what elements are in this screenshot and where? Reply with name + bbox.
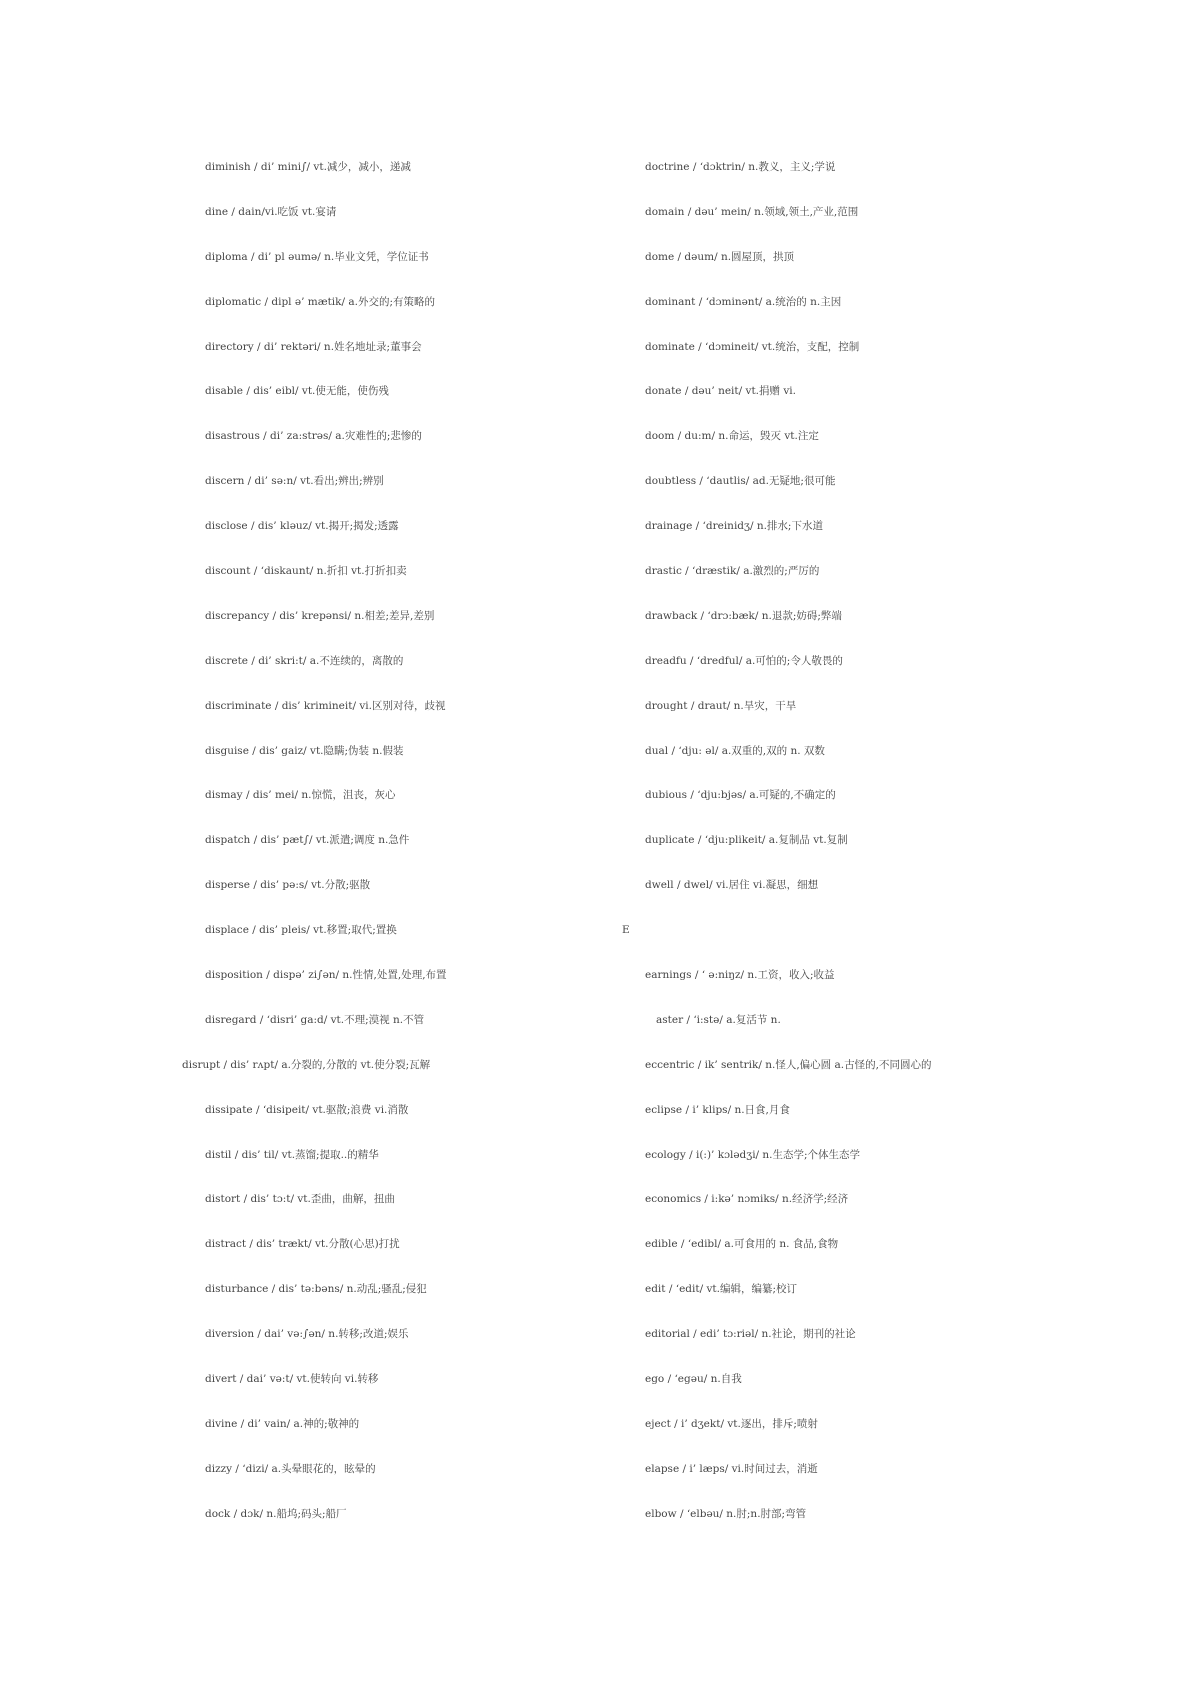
vocab-entry: dissipate / ‘disipeit/ vt.驱散;浪费 vi.消散	[205, 1103, 409, 1116]
vocab-entry: disable / dis’ eibl/ vt.使无能，使伤残	[205, 385, 389, 398]
vocab-entry: economics / i:kə’ nɔmiks/ n.经济学;经济	[645, 1193, 849, 1206]
vocab-entry: distort / dis’ tɔ:t/ vt.歪曲，曲解，扭曲	[205, 1193, 395, 1206]
vocab-entry: discrepancy / dis’ krepənsi/ n.相差;差异,差别	[205, 609, 435, 622]
vocab-entry: dwell / dwel/ vi.居住 vi.凝思，细想	[645, 879, 819, 892]
vocab-entry: diplomatic / dipl ə’ mætik/ a.外交的;有策略的	[205, 295, 436, 308]
vocab-entry: earnings / ‘ ə:niŋz/ n.工资，收入;收益	[645, 969, 835, 982]
vocab-entry: dock / dɔk/ n.船坞;码头;船厂	[205, 1507, 347, 1520]
vocab-entry: edible / ‘edibl/ a.可食用的 n. 食品,食物	[645, 1238, 839, 1251]
vocab-entry: dreadfu / ‘dredful/ a.可怕的;令人敬畏的	[645, 654, 843, 667]
vocab-entry: dominant / ‘dɔminənt/ a.统治的 n.主因	[645, 295, 842, 308]
vocab-entry: discern / di’ sə:n/ vt.看出;辨出;辨别	[205, 475, 384, 488]
vocab-entry: ego / ‘egəu/ n.自我	[645, 1373, 742, 1386]
vocab-entry: disclose / dis’ kləuz/ vt.揭开;揭发;透露	[205, 520, 399, 533]
vocab-entry: disguise / dis’ gaiz/ vt.隐瞒;伪装 n.假装	[205, 744, 404, 757]
vocab-entry: domain / dəu’ mein/ n.领域,领土,产业,范围	[645, 205, 859, 218]
vocab-entry: donate / dəu’ neit/ vt.捐赠 vi.	[645, 385, 796, 398]
vocab-entry: dual / ‘dju: əl/ a.双重的,双的 n. 双数	[645, 744, 825, 757]
vocab-entry: disrupt / dis’ rʌpt/ a.分裂的,分散的 vt.使分裂;瓦解	[182, 1058, 431, 1071]
vocab-entry: diminish / di’ mini∫/ vt.减少，减小，递减	[205, 161, 411, 173]
vocab-entry: dome / dəum/ n.圆屋顶，拱顶	[645, 250, 795, 263]
vocab-entry: elapse / i’ læps/ vi.时间过去，消逝	[645, 1462, 818, 1475]
vocab-entry: diversion / dai’ və:∫ən/ n.转移;改道;娱乐	[205, 1328, 409, 1341]
vocab-entry: displace / dis’ pleis/ vt.移置;取代;置换	[205, 924, 397, 937]
vocab-entry: drawback / ‘drɔ:bæk/ n.退款;妨碍;弊端	[645, 609, 842, 622]
vocab-entry: drainage / ‘dreinidʒ/ n.排水;下水道	[645, 520, 823, 533]
vocab-entry: disregard / ‘disri’ ga:d/ vt.不理;漠视 n.不管	[205, 1013, 425, 1026]
vocab-entry: dismay / dis’ mei/ n.惊慌，沮丧，灰心	[205, 789, 396, 802]
vocab-entry: discount / ‘diskaunt/ n.折扣 vt.打折扣卖	[205, 565, 407, 578]
section-letter: E	[622, 924, 630, 937]
vocab-entry: eccentric / ik’ sentrik/ n.怪人,偏心圆 a.古怪的,不同圆心的	[645, 1058, 932, 1071]
vocab-entry: aster / ‘i:stə/ a.复活节 n.	[656, 1013, 781, 1026]
vocab-entry: disperse / dis’ pə:s/ vt.分散;驱散	[205, 879, 371, 892]
vocab-entry: doubtless / ‘dautlis/ ad.无疑地;很可能	[645, 475, 836, 488]
vocab-entry: discriminate / dis’ krimineit/ vi.区别对待，歧视	[205, 699, 446, 712]
vocab-entry: divert / dai’ və:t/ vt.使转向 vi.转移	[205, 1373, 379, 1386]
vocab-entry: directory / di’ rektəri/ n.姓名地址录;董事会	[205, 340, 422, 353]
vocab-entry: doctrine / ‘dɔktrin/ n.教义，主义;学说	[645, 161, 836, 173]
vocab-entry: edit / ‘edit/ vt.编辑，编纂;校订	[645, 1283, 797, 1296]
vocab-entry: ecology / i(:)’ kɔlədʒi/ n.生态学;个体生态学	[645, 1148, 861, 1161]
left-column	[182, 160, 605, 1552]
vocab-entry: duplicate / ‘dju:plikeit/ a.复制品 vt.复制	[645, 834, 848, 847]
vocab-entry: divine / di’ vain/ a.神的;敬神的	[205, 1417, 360, 1430]
vocab-entry: doom / du:m/ n.命运，毁灭 vt.注定	[645, 430, 819, 443]
vocab-entry: editorial / edi’ tɔ:riəl/ n.社论，期刊的社论	[645, 1328, 856, 1341]
vocab-entry: eclipse / i’ klips/ n.日食,月食	[645, 1103, 790, 1116]
vocab-entry: eject / i’ dʒekt/ vt.逐出，排斥;喷射	[645, 1417, 818, 1430]
vocab-entry: drastic / ‘dræstik/ a.激烈的;严厉的	[645, 565, 820, 578]
vocab-entry: disposition / dispə’ zi∫ən/ n.性情,处置,处理,布置	[205, 969, 447, 982]
vocab-entry: disturbance / dis’ tə:bəns/ n.动乱;骚乱;侵犯	[205, 1283, 427, 1296]
vocab-entry: dispatch / dis’ pæt∫/ vt.派遣;调度 n.急件	[205, 834, 410, 847]
vocab-entry: disastrous / di’ za:strəs/ a.灾难性的;悲惨的	[205, 430, 422, 443]
vocab-entry: dizzy / ‘dizi/ a.头晕眼花的，眩晕的	[205, 1462, 376, 1475]
vocab-entry: dominate / ‘dɔmineit/ vt.统治，支配，控制	[645, 340, 860, 353]
vocab-entry: diploma / di’ pl əumə/ n.毕业文凭，学位证书	[205, 250, 429, 263]
vocab-entry: discrete / di’ skri:t/ a.不连续的，离散的	[205, 654, 404, 667]
vocab-entry: distil / dis’ til/ vt.蒸馏;提取..的精华	[205, 1148, 379, 1161]
vocab-entry: dubious / ‘dju:bjəs/ a.可疑的,不确定的	[645, 789, 836, 802]
vocab-entry: distract / dis’ trækt/ vt.分散(心思)打扰	[205, 1238, 400, 1251]
vocab-entry: elbow / ‘elbəu/ n.肘;n.肘部;弯管	[645, 1507, 807, 1520]
vocab-entry: dine / dain/vi.吃饭 vt.宴请	[205, 205, 337, 218]
right-column	[622, 160, 1085, 1552]
vocab-entry: drought / draut/ n.旱灾，干旱	[645, 699, 797, 712]
